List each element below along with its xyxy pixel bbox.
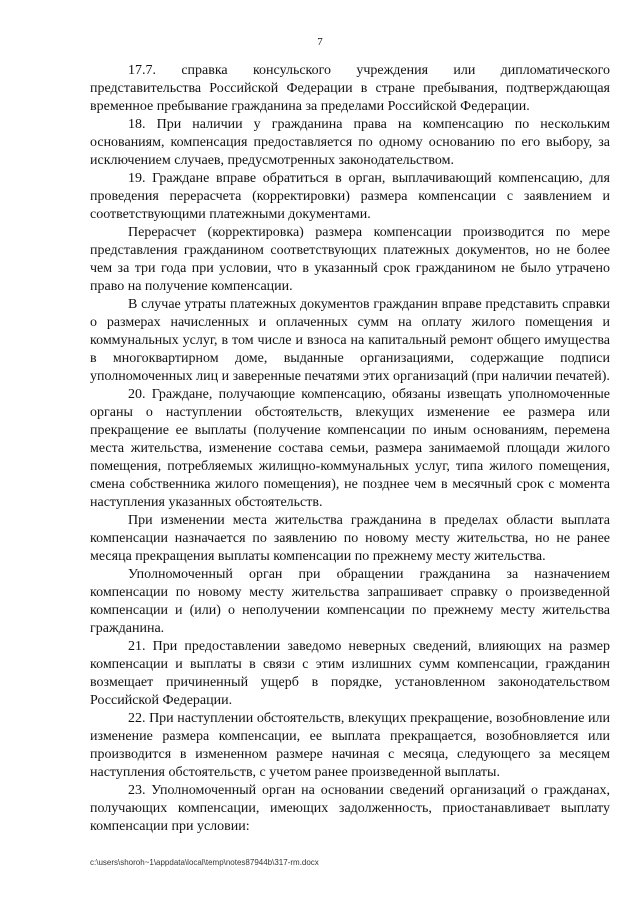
paragraph-19: 19. Граждане вправе обратиться в орган, выплачивающий компенсацию, для проведения перерасчета (корректировки) размера компенсации с заявлением и соответствующими платежными документами. [90, 171, 610, 222]
page-number: 7 [317, 36, 323, 48]
paragraph-residence-change: При изменении места жительства гражданина в пределах области выплата компенсации назначается по заявлению по новому месту жительства, но не ранее месяца прекращения выплаты компенсации по прежнему месту жительства. [90, 513, 610, 564]
paragraph-21: 21. При предоставлении заведомо неверных сведений, влияющих на размер компенсации и выплаты в связи с этим излишних сумм компенсации, гражданин возмещает причиненный ущерб в порядке, установленном законодательством Российской Федерации. [90, 639, 610, 708]
paragraph-lost-documents: В случае утраты платежных документов гражданин вправе представить справки о размерах начисленных и оплаченных сумм на оплату жилого помещения и коммунальных услуг, в том числе и взноса на капитальный ремонт общего имущества в многоквартирном доме, выданные организациями, содержащие подписи уполномоченных лиц и заверенные печатями этих организаций (при наличии печатей). [90, 297, 610, 384]
paragraph-22: 22. При наступлении обстоятельств, влекущих прекращение, возобновление или изменение размера компенсации, ее выплата прекращается, возобновляется или производится в измененном размере начиная с месяца, следующего за месяцем наступления обстоятельств, с учетом ранее произведенной выплаты. [90, 711, 610, 780]
document-body [90, 62, 610, 836]
paragraph-23: 23. Уполномоченный орган на основании сведений организаций о гражданах, получающих компенсации, имеющих задолженность, приостанавливает выплату компенсации при условии: [90, 783, 610, 834]
paragraph-authorized-body: Уполномоченный орган при обращении гражданина за назначением компенсации по новому месту жительства запрашивает справку о произведенной компенсации и (или) о неполучении компенсации по прежнему месту жительства гражданина. [90, 567, 610, 636]
paragraph-17-7: 17.7. справка консульского учреждения или дипломатического представительства Российской Федерации в стране пребывания, подтверждающая временное пребывание гражданина за пределами Российской Федерации. [90, 63, 610, 114]
paragraph-18: 18. При наличии у гражданина права на компенсацию по нескольким основаниям, компенсация предоставляется по одному основанию по его выбору, за исключением случаев, предусмотренных законодательством. [90, 117, 610, 168]
file-path-footer: c:\users\shoroh~1\appdata\local\temp\notes87944b\317-rm.docx [90, 858, 319, 867]
paragraph-20: 20. Граждане, получающие компенсацию, обязаны извещать уполномоченные органы о наступлении обстоятельств, влекущих изменение ее размера или прекращение ее выплаты (получение компенсации по иным основаниям, перемена места жительства, изменение состава семьи, размера занимаемой площади жилого помещения, потребляемых жилищно-коммунальных услуг, типа жилого помещения, смена собственника жилого помещения), не позднее чем в месячный срок с момента наступления указанных обстоятельств. [90, 387, 610, 510]
paragraph-recalculation: Перерасчет (корректировка) размера компенсации производится по мере представления гражданином соответствующих платежных документов, но не более чем за три года при условии, что в указанный срок гражданином не было утрачено право на получение компенсации. [90, 225, 610, 294]
